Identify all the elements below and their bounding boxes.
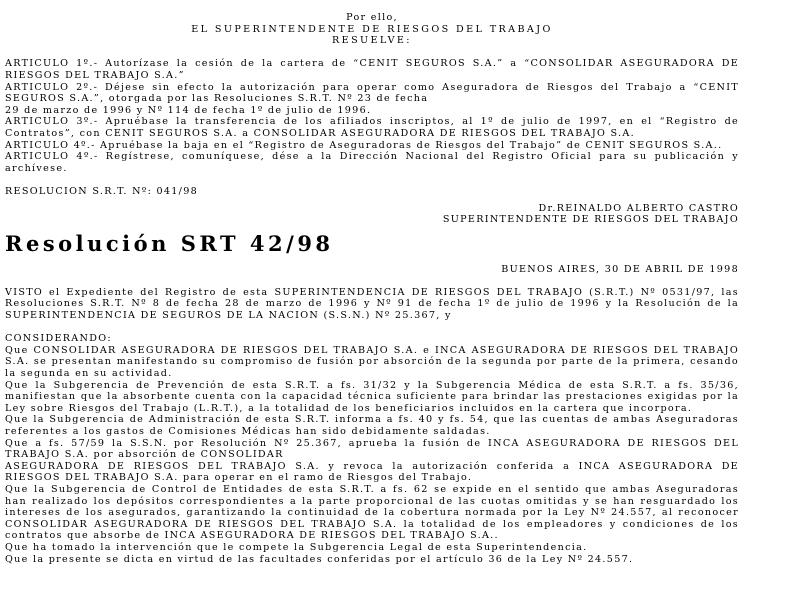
considerando-7: Que ha tomado la intervención que le compete la Subgerencia Legal de esta Superintendencia. xyxy=(5,541,588,553)
considerando-2: Que la Subgerencia de Prevención de esta S.R.T. a fs. 31/32 y la Subgerencia Médica de esta S.R.T. a fs. 35/36, manifiestan que la absorbente cuenta con la capacidad técnica suficiente para brindar las prestaciones exigidas por la Ley sobre Riesgos del Trabajo (L.R.T.), a la totalidad de los beneficiarios incluidos en la cartera que incorpora. xyxy=(5,379,739,414)
considerando-8: Que la presente se dicta en virtud de las facultades conferidas por el artículo 36 de la Ley Nº 24.557. xyxy=(5,553,634,565)
resolution-number: RESOLUCION S.R.T. Nº: 041/98 xyxy=(5,185,199,197)
signer-title: SUPERINTENDENTE DE RIESGOS DEL TRABAJO xyxy=(442,214,739,226)
spacer xyxy=(5,275,739,287)
article-1: ARTICULO 1º.- Autorízase la cesión de la cartera de “CENIT SEGUROS S.A.” a “CONSOLIDAR ASEGURADORA DE RIESGOS DEL TRABAJO S.A.” xyxy=(5,58,739,81)
resolution-title: Resolución SRT 42/98 xyxy=(5,230,334,256)
article-2-continuation: 29 de marzo de 1996 y Nº 114 de fecha 1º de julio de 1996. xyxy=(5,104,372,116)
spacer xyxy=(5,47,739,59)
considerando-4: Que a fs. 57/59 la S.S.N. por Resolución Nº 25.367, aprueba la fusión de INCA ASEGURADORA DE RIESGOS DEL TRABAJO S.A. por absorción de CONSOLIDAR xyxy=(5,437,739,461)
spacer xyxy=(5,322,739,334)
considerando-1: Que CONSOLIDAR ASEGURADORA DE RIESGOS DEL TRABAJO S.A. e INCA ASEGURADORA DE RIESGOS DEL TRABAJO S.A. se presentan manifestando su compromiso de fusión por absorción de la segunda por parte de la primera, cesando la segunda en su actividad. xyxy=(5,344,739,380)
considerando-6: Que la Subgerencia de Control de Entidades de esta S.R.T. a fs. 62 se expide en el sentido que ambas Aseguradoras han realizado los depósitos correspondientes a la parte proporcional de las cuotas omitidas y se han resguardado los intereses de los asegurados, garantizando la continuidad de la cobertura normada por la Ley Nº 24.557, al reconocer CONSOLIDAR ASEGURADORA DE RIESGOS DEL TRABAJO S.A. la totalidad de los empleadores y condiciones de los contratos que absorbe de INCA ASEGURADORA DE RIESGOS DEL TRABAJO S.A.. xyxy=(5,483,739,542)
place-date: BUENOS AIRES, 30 DE ABRIL DE 1998 xyxy=(501,263,739,275)
considerando-heading: CONSIDERANDO: xyxy=(5,333,112,345)
considerando-3: Que la Subgerencia de Administración de esta S.R.T. informa a fs. 40 y fs. 54, que las cuentas de ambas Aseguradoras referentes a los gastos de Comisiones Médicas han sido debidamente saldadas. xyxy=(5,414,739,437)
spacer xyxy=(5,174,739,186)
visto-paragraph: VISTO el Expediente del Registro de esta SUPERINTENDENCIA DE RIESGOS DEL TRABAJO (S.R.T.) Nº 0531/97, las Resoluciones S.R.T. Nº 8 de fecha 28 de marzo de 1996 y Nº 91 de fecha 1º de julio de 1996 y la Resolución de la SUPERINTENDENCIA DE SEGUROS DE LA NACION (S.S.N.) Nº 25.367, y xyxy=(5,286,739,322)
article-3: ARTICULO 3º.- Apruébase la transferencia de los afiliados inscriptos, al 1º de julio de 1997, en el “Registro de Contratos”, con CENIT SEGUROS S.A. a CONSOLIDAR ASEGURADORA DE RIESGOS DEL TRABAJO S.A. xyxy=(5,116,739,139)
article-4: ARTICULO 4º.- Apruébase la baja en el “Registro de Aseguradoras de Riesgos del Trabajo” de CENIT SEGUROS S.A.. xyxy=(5,139,723,151)
por-ello-line: Por ello, xyxy=(346,12,398,23)
signer-name: Dr.REINALDO ALBERTO CASTRO xyxy=(538,202,739,214)
article-5: ARTICULO 4º.- Regístrese, comuníquese, dése a la Dirección Nacional del Registro Oficial para su publicación y archívese. xyxy=(5,151,739,174)
article-2: ARTICULO 2º.- Déjese sin efecto la autorización para operar como Aseguradora de Riesgos del Trabajo a “CENIT SEGUROS S.A.”, otorgada por las Resoluciones S.R.T. Nº 23 de fecha xyxy=(5,81,739,105)
resuelve-heading: RESUELVE: xyxy=(332,35,412,47)
considerando-5: ASEGURADORA DE RIESGOS DEL TRABAJO S.A. y revoca la autorización conferida a INCA ASEGURADORA DE RIESGOS DEL TRABAJO S.A. para operar en el ramo de Riesgos del Trabajo. xyxy=(5,460,739,484)
authority-heading: EL SUPERINTENDENTE DE RIESGOS DEL TRABAJO xyxy=(191,23,553,35)
document-page xyxy=(5,12,739,565)
